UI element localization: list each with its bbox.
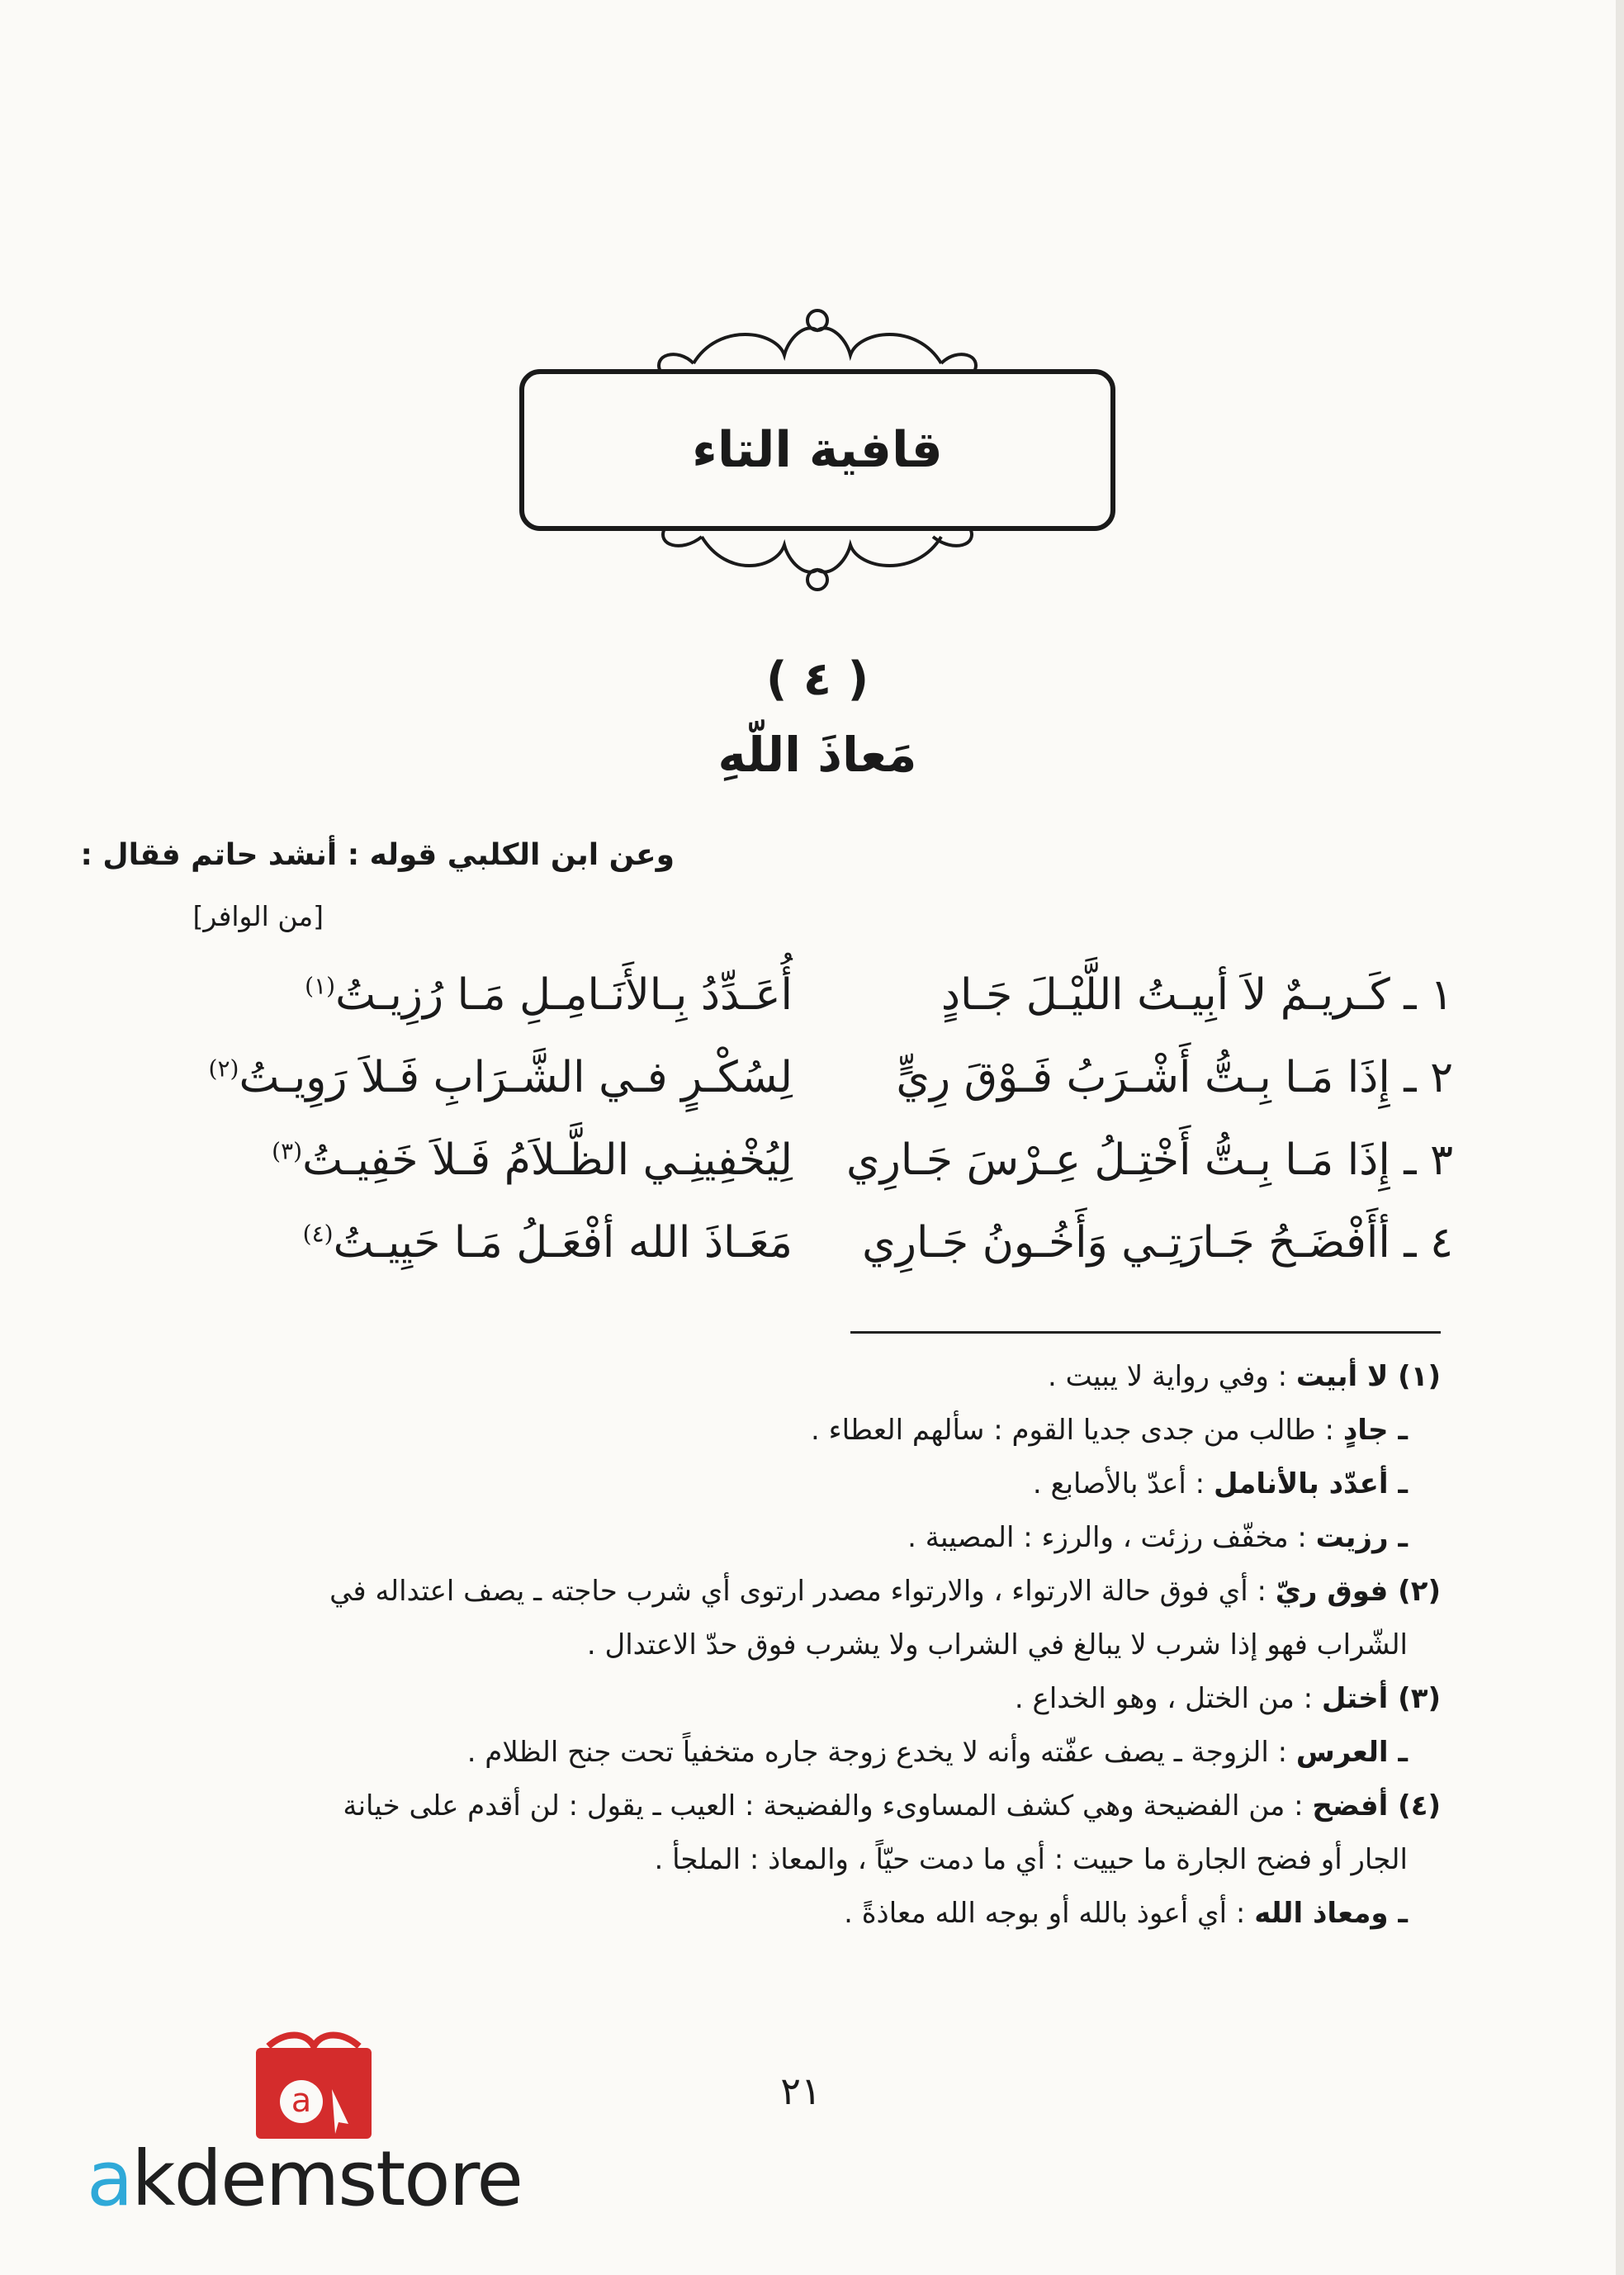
footnote-marker[interactable]: (٢) xyxy=(208,1055,239,1083)
footnote-line xyxy=(157,1619,1408,1672)
footnote-line xyxy=(157,1780,1441,1833)
wordmark-a: a xyxy=(87,2135,132,2223)
footnote-line xyxy=(157,1457,1408,1511)
verse-second-hemistich xyxy=(165,970,793,1020)
logo-letter: a xyxy=(291,2082,312,2120)
footnote-marker[interactable]: (١) xyxy=(305,972,336,1000)
footnote-term: ـ جادٍ xyxy=(1342,1414,1408,1447)
verse-first-hemistich: ١ ـ كَـريـمٌ لاَ أبِيـتُ اللَّيْـلَ جَـادٍ xyxy=(940,970,1453,1020)
verse-row xyxy=(165,1218,1453,1292)
footnote-text: : مخفّف رزئت ، والرزء : المصيبة . xyxy=(907,1521,1307,1554)
footnote-term: (٣) أختل xyxy=(1321,1682,1441,1715)
footnote-term: ـ رزيت xyxy=(1315,1521,1408,1554)
page-number: ٢١ xyxy=(780,2069,821,2113)
footnote-text: : من الفضيحة وهي كشف المساوىء والفضيحة : العيب ـ يقول : لن أقدم على خيانة xyxy=(343,1789,1304,1822)
footnote-line xyxy=(157,1511,1408,1565)
footnote-line xyxy=(157,1726,1408,1780)
poem-meter: [من الوافر] xyxy=(192,900,324,932)
verse-second-hemistich xyxy=(165,1218,793,1268)
footnote-marker[interactable]: (٤) xyxy=(302,1220,334,1248)
footnote-text: : من الختل ، وهو الخداع . xyxy=(1014,1682,1314,1715)
chapter-title: قافية التاء xyxy=(692,421,943,479)
page-edge xyxy=(1616,0,1624,2275)
poem-intro: وعن ابن الكلبي قوله : أنشد حاتم فقال : xyxy=(80,838,675,872)
footnote-text: الشّراب فهو إذا شرب لا يبالغ في الشراب ولا يشرب فوق حدّ الاعتدال . xyxy=(586,1628,1408,1661)
verse-row xyxy=(165,970,1453,1045)
verse-first-hemistich: ٢ ـ إِذَا مَـا بِـتُّ أَشْـرَبُ فَـوْقَ رِيٍّ xyxy=(896,1053,1453,1102)
footnote-marker[interactable]: (٣) xyxy=(272,1137,303,1165)
verse-second-text: لِسُكْـرٍ فـي الشَّـرَابِ فَـلاَ رَوِيـتُ xyxy=(239,1053,793,1102)
verse-second-hemistich xyxy=(165,1135,793,1185)
footnote-text: : وفي رواية لا يبيت . xyxy=(1048,1360,1288,1393)
footnote-term: (٤) أفضح xyxy=(1312,1789,1441,1822)
footnote-line xyxy=(157,1565,1441,1619)
poem-title: مَعاذَ اللّهِ xyxy=(717,727,917,783)
footnote-term: (١) لا أبيت xyxy=(1295,1360,1441,1393)
footnote-text: : الزوجة ـ يصف عفّته وأنه لا يخدع زوجة جاره متخفياً تحت جنح الظلام . xyxy=(466,1736,1288,1769)
footnote-term: ـ العرس xyxy=(1295,1736,1408,1769)
footnotes xyxy=(157,1350,1441,1941)
footnote-line xyxy=(157,1887,1408,1941)
footnote-line xyxy=(157,1833,1408,1887)
footnote-divider xyxy=(850,1331,1441,1334)
verse-first-hemistich: ٣ ـ إِذَا مَـا بِـتُّ أَخْتِـلُ عِـرْسَ جَـارِي xyxy=(846,1135,1453,1185)
footnote-term: ـ ومعاذ الله xyxy=(1254,1897,1408,1930)
verse-second-hemistich xyxy=(165,1053,793,1102)
verse-second-text: أُعَـدِّدُ بِـالأَنَـامِـلِ مَـا رُزِيـتُ xyxy=(335,970,793,1020)
footnote-text: الجار أو فضح الجارة ما حييت : أي ما دمت حيّاً ، والمعاذ : الملجأ . xyxy=(654,1843,1408,1876)
footnote-text: : أعدّ بالأصابع . xyxy=(1032,1467,1205,1500)
footnote-term: ـ أعدّد بالأنامل xyxy=(1213,1467,1408,1500)
footnote-text: : أي فوق حالة الارتواء ، والارتواء مصدر ارتوى أي شرب حاجته ـ يصف اعتداله في xyxy=(329,1575,1267,1608)
footnote-line xyxy=(157,1350,1441,1404)
verse-row xyxy=(165,1135,1453,1210)
footnote-text: : أي أعوذ بالله أو بوجه الله معاذةً . xyxy=(844,1897,1246,1930)
akdemstore-wordmark xyxy=(87,2135,522,2223)
footnote-text: : طالب من جدى جديا القوم : سألهم العطاء . xyxy=(811,1414,1334,1447)
footnote-line xyxy=(157,1672,1441,1726)
verse-second-text: لِيُخْفِينِـي الظَّـلاَمُ فَـلاَ خَفِيـتُ xyxy=(302,1135,793,1185)
footnote-line xyxy=(157,1404,1408,1457)
verse-second-text: مَعَـاذَ الله أفْعَـلُ مَـا حَيِيـتُ xyxy=(333,1218,793,1268)
wordmark-rest: kdemstore xyxy=(131,2135,522,2223)
verse-first-hemistich: ٤ ـ أأَفْضَـحُ جَـارَتِـي وَأَخُـونُ جَـارِي xyxy=(862,1218,1453,1268)
verse-row xyxy=(165,1053,1453,1127)
footnote-term: (٢) فوق ريّ xyxy=(1275,1575,1441,1608)
poem-number: ( ٤ ) xyxy=(765,652,869,706)
